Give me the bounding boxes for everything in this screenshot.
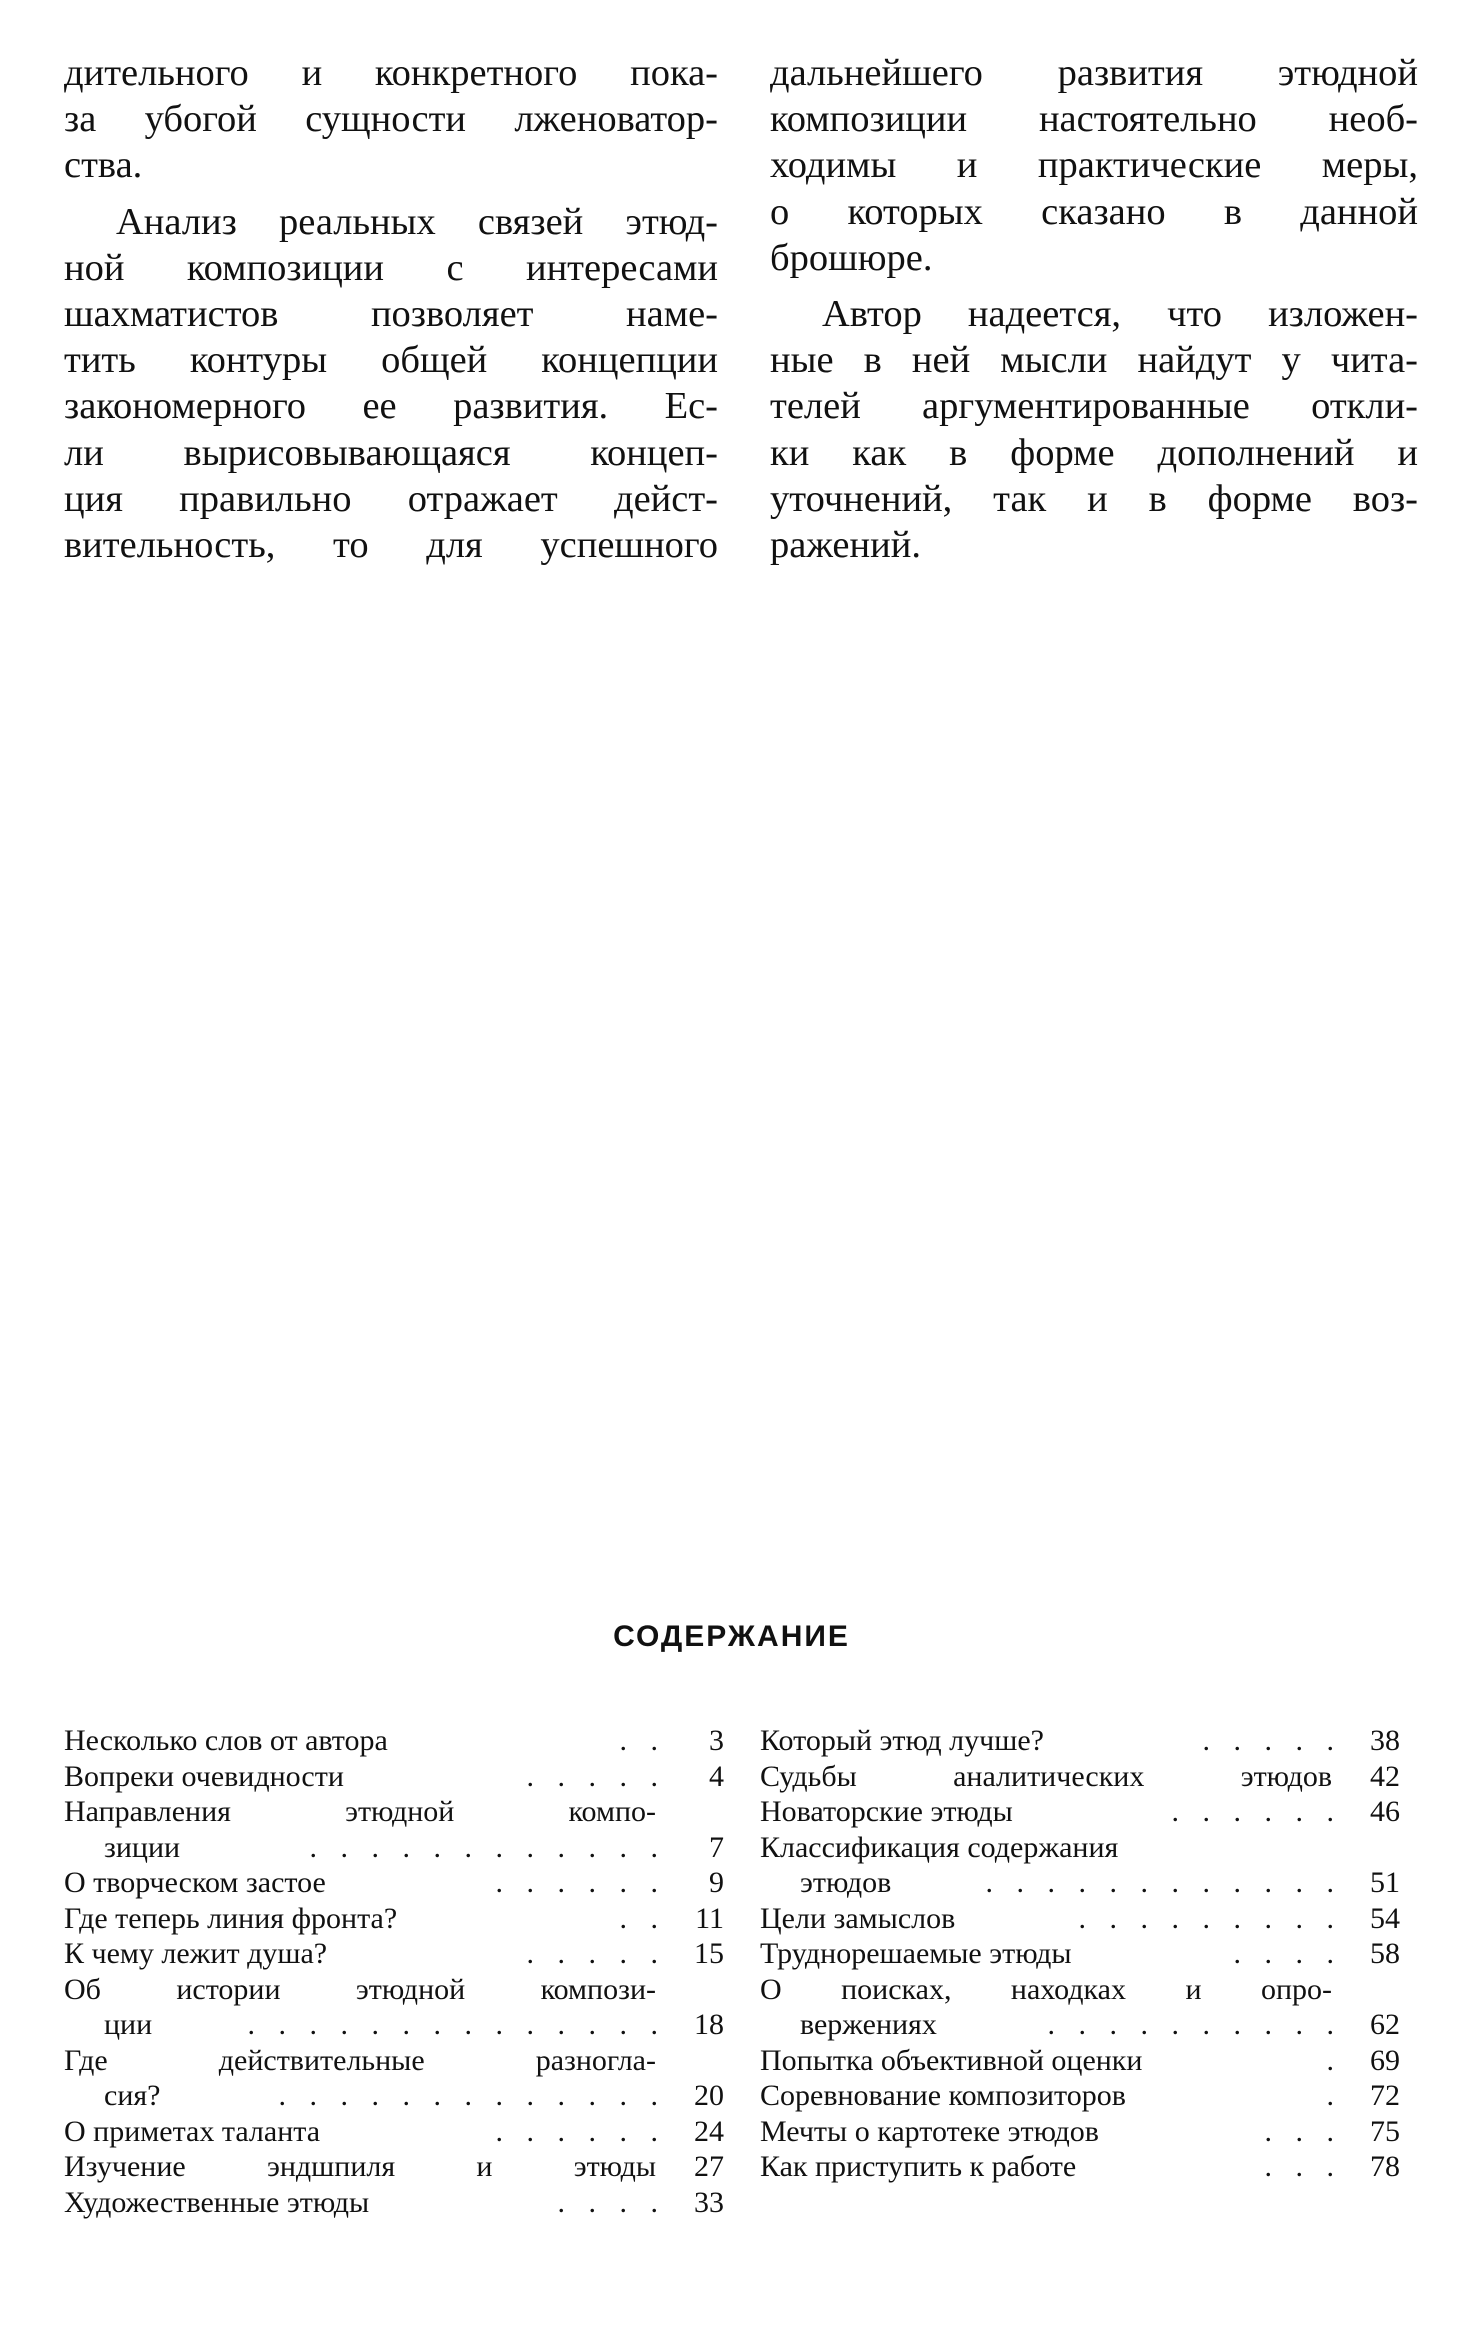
toc-entry[interactable] xyxy=(64,1901,724,1937)
toc-entry-title: вержениях xyxy=(800,2008,937,2041)
toc-entry-title: Судьбы аналитических этюдов xyxy=(760,1759,1332,1793)
text-line: телей аргументированные откли- xyxy=(770,385,1418,428)
toc-entry-page: 33 xyxy=(694,2185,724,2219)
toc-entry-page: 27 xyxy=(694,2150,724,2183)
toc-entry[interactable] xyxy=(760,2043,1400,2079)
toc-entry-page: 20 xyxy=(694,2079,724,2112)
text-line: закономерного ее развития. Ес- xyxy=(64,385,718,428)
text-line: дительного и конкретного пока- xyxy=(64,52,718,94)
toc-entry-title: Мечты о картотеке этюдов xyxy=(760,2114,1099,2148)
text-line: ные в ней мысли найдут у чита- xyxy=(770,339,1418,382)
toc-leader-dots: . . . . . . . . . xyxy=(1078,1901,1342,1935)
toc-entry[interactable] xyxy=(760,1865,1400,1901)
toc-entry-page: 75 xyxy=(1370,2114,1400,2148)
toc-entry-title: ции xyxy=(104,2008,153,2041)
toc-entry-page: 24 xyxy=(694,2114,724,2148)
toc-entry[interactable] xyxy=(760,2007,1400,2043)
toc-leader-dots: . . xyxy=(619,1724,666,1757)
text-line: композиции настоятельно необ- xyxy=(770,98,1418,141)
toc-entry[interactable] xyxy=(760,1901,1400,1937)
text-column-left xyxy=(64,50,718,568)
toc-entry[interactable] xyxy=(64,1972,724,2008)
toc-leader-dots: . . . . . . xyxy=(495,1866,666,1899)
text-line: уточнений, так и в форме воз- xyxy=(770,477,1418,520)
toc-entry-page: 38 xyxy=(1370,1724,1400,1757)
toc-entry[interactable] xyxy=(64,1759,724,1795)
toc-entry-title: Классификация содержания xyxy=(760,1830,1119,1864)
toc-entry[interactable] xyxy=(760,1759,1400,1795)
toc-leader-dots: . . . xyxy=(1264,2150,1342,2183)
text-line: Автор надеется, что изложен- xyxy=(822,292,1418,335)
text-line: за убогой сущности лженоватор- xyxy=(64,98,718,141)
toc-leader-dots: . . . . . . . . . . . . xyxy=(985,1866,1342,1899)
toc-leader-dots: . . . . . xyxy=(1202,1724,1342,1757)
toc-entry-page: 3 xyxy=(709,1724,724,1757)
toc-entry-title: сия? xyxy=(104,2079,161,2112)
toc-entry-title: Где теперь линия фронта? xyxy=(64,1901,398,1935)
text-line: ражений. xyxy=(770,523,921,566)
toc-entry[interactable] xyxy=(64,2114,724,2150)
toc-leader-dots: . . . xyxy=(1264,2114,1342,2148)
toc-entry-title: Который этюд лучше? xyxy=(760,1724,1044,1757)
toc-entry-page: 9 xyxy=(709,1866,724,1899)
toc-entry[interactable] xyxy=(760,1936,1400,1972)
toc-entry-page: 72 xyxy=(1370,2079,1400,2112)
toc-entry[interactable] xyxy=(760,1972,1400,2008)
toc-entry-title: Об истории этюдной компози- xyxy=(64,1972,656,2006)
toc-entry-title: Труднорешаемые этюды xyxy=(760,1937,1072,1970)
toc-entry-title: Цели замыслов xyxy=(760,1901,956,1935)
toc-entry-title: Вопреки очевидности xyxy=(64,1759,344,1793)
text-line: Анализ реальных связей этюд- xyxy=(116,200,718,243)
toc-entry-page: 4 xyxy=(709,1759,724,1793)
toc-entry-title: зиции xyxy=(104,1830,181,1864)
toc-entry[interactable] xyxy=(64,2149,724,2185)
toc-heading: СОДЕРЖАНИЕ xyxy=(613,1620,850,1653)
toc-entry[interactable] xyxy=(760,1723,1400,1759)
toc-entry-page: 18 xyxy=(694,2008,724,2041)
toc-entry[interactable] xyxy=(64,2185,724,2221)
toc-leader-dots: . . . . . xyxy=(526,1937,666,1970)
text-line: брошюре. xyxy=(770,236,933,279)
toc-entry-page: 7 xyxy=(709,1830,724,1864)
toc-column-left xyxy=(64,1723,724,2220)
toc-entry-title: О творческом застое xyxy=(64,1866,326,1899)
toc-entry-title: О поисках, находках и опро- xyxy=(760,1972,1332,2006)
toc-leader-dots: . . . . . . . . . . . . xyxy=(309,1830,666,1864)
text-line: дальнейшего развития этюдной xyxy=(770,52,1418,94)
text-line: ходимы и практические меры, xyxy=(770,144,1418,187)
toc-entry-page: 15 xyxy=(694,1937,724,1970)
toc-entry-title: Новаторские этюды xyxy=(760,1795,1013,1828)
toc-entry[interactable] xyxy=(64,1830,724,1866)
toc-entry-title: этюдов xyxy=(800,1866,892,1899)
toc-entry[interactable] xyxy=(64,2007,724,2043)
toc-entry[interactable] xyxy=(64,1936,724,1972)
toc-entry-page: 69 xyxy=(1370,2043,1400,2077)
toc-entry-page: 58 xyxy=(1370,1937,1400,1970)
toc-column-right xyxy=(760,1723,1400,2185)
toc-entry-title: Направления этюдной компо- xyxy=(64,1795,656,1828)
text-line: тить контуры общей концепции xyxy=(64,339,718,382)
toc-entry[interactable] xyxy=(64,2043,724,2079)
toc-leader-dots: . . . . xyxy=(557,2185,666,2219)
toc-entry[interactable] xyxy=(64,1794,724,1830)
toc-entry-page: 42 xyxy=(1370,1759,1400,1793)
text-column-right xyxy=(770,50,1418,568)
toc-entry-title: Где действительные разногла- xyxy=(64,2043,656,2077)
toc-entry-page: 54 xyxy=(1370,1901,1400,1935)
toc-leader-dots: . . . . . . . . . . . . . xyxy=(278,2079,666,2112)
text-line: ция правильно отражает дейст- xyxy=(64,477,718,520)
toc-entry[interactable] xyxy=(760,2078,1400,2114)
toc-entry-title: Несколько слов от автора xyxy=(64,1724,388,1757)
toc-entry-page: 51 xyxy=(1370,1866,1400,1899)
text-line: ки как в форме дополнений и xyxy=(770,431,1418,474)
toc-leader-dots: . . . . . . xyxy=(495,2114,666,2148)
toc-leader-dots: . . . . . . . . . . . . . . xyxy=(247,2008,666,2041)
text-line: вительность, то для успешного xyxy=(64,523,718,566)
toc-leader-dots: . . xyxy=(619,1901,666,1935)
toc-leader-dots: . . . . . . . . . . xyxy=(1047,2008,1342,2041)
toc-entry[interactable] xyxy=(64,1865,724,1901)
toc-leader-dots: . . . . xyxy=(1233,1937,1342,1970)
toc-entry-title: Попытка объективной оценки xyxy=(760,2043,1143,2077)
toc-leader-dots: . . . . . . xyxy=(1171,1795,1342,1828)
toc-entry[interactable] xyxy=(760,1794,1400,1830)
text-line: о которых сказано в данной xyxy=(770,190,1418,233)
toc-entry-page: 11 xyxy=(695,1901,724,1935)
text-line: ной композиции с интересами xyxy=(64,246,718,289)
text-line: ли вырисовывающаяся концеп- xyxy=(64,431,718,474)
text-line: шахматистов позволяет наме- xyxy=(64,292,718,335)
text-line: ства. xyxy=(64,144,143,187)
toc-leader-dots: . . . . . xyxy=(526,1759,666,1793)
toc-entry[interactable] xyxy=(760,2149,1400,2185)
toc-entry-page: 62 xyxy=(1370,2008,1400,2041)
toc-entry-page: 46 xyxy=(1370,1795,1400,1828)
toc-leader-dots: . xyxy=(1326,2043,1342,2077)
toc-entry[interactable] xyxy=(64,2078,724,2114)
toc-entry-title: Как приступить к работе xyxy=(760,2150,1077,2183)
toc-entry-title: Художественные этюды xyxy=(64,2185,370,2219)
toc-entry[interactable] xyxy=(760,1830,1400,1866)
toc-entry-title: Изучение эндшпиля и этюды xyxy=(64,2150,656,2183)
toc-entry[interactable] xyxy=(760,2114,1400,2150)
toc-entry-title: О приметах таланта xyxy=(64,2114,321,2148)
toc-entry-title: Соревнование композиторов xyxy=(760,2079,1126,2112)
toc-entry-page: 78 xyxy=(1370,2150,1400,2183)
toc-entry-title: К чему лежит душа? xyxy=(64,1937,328,1970)
toc-leader-dots: . xyxy=(1326,2079,1342,2112)
toc-entry[interactable] xyxy=(64,1723,724,1759)
